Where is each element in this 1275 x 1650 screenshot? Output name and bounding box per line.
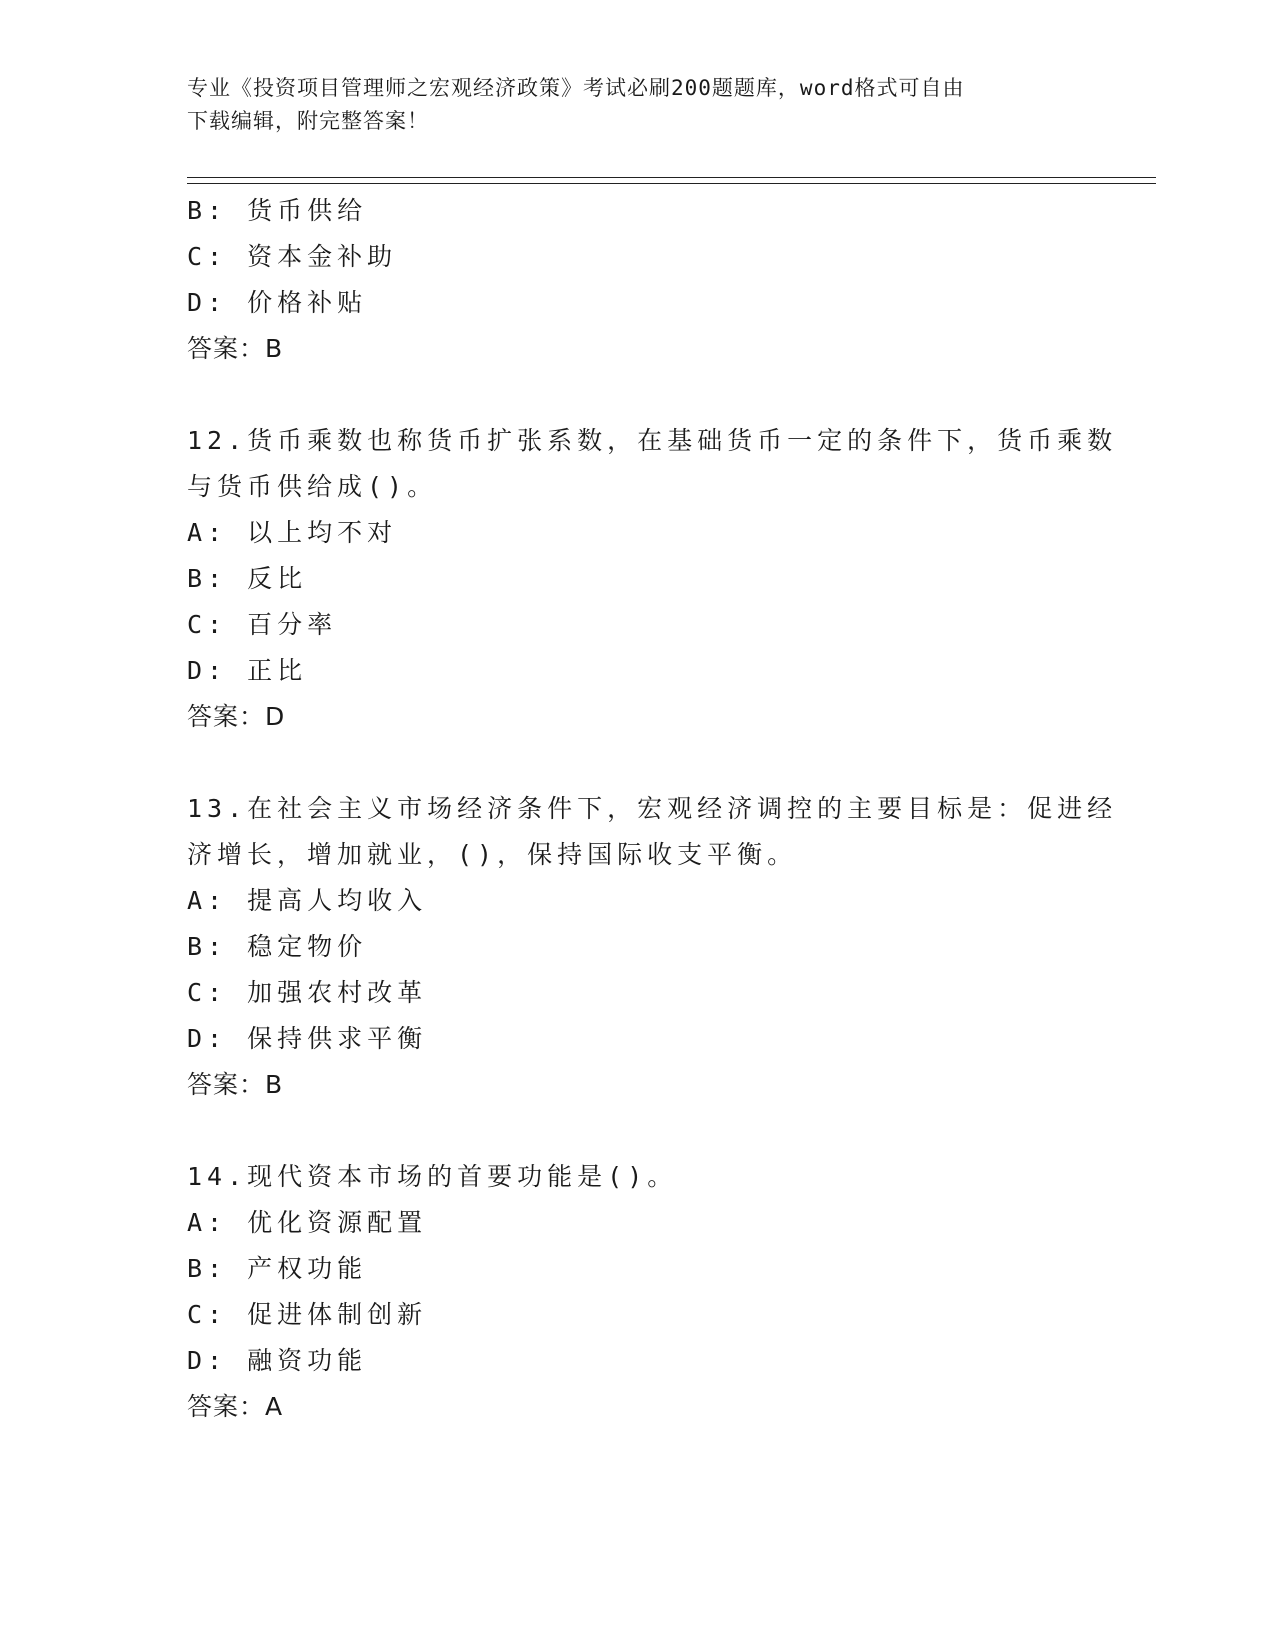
answer: 答案：D — [187, 702, 286, 731]
question-11-continued — [187, 188, 1087, 372]
option-d: D: 保持供求平衡 — [187, 1024, 428, 1053]
option-b: B: 货币供给 — [187, 196, 368, 225]
question-stem-line-2: 与货币供给成()。 — [187, 472, 438, 501]
option-c: C: 促进体制创新 — [187, 1300, 428, 1329]
option-b: B: 产权功能 — [187, 1254, 368, 1283]
option-a: A: 优化资源配置 — [187, 1208, 428, 1237]
document-body — [187, 188, 1118, 1430]
question-12 — [187, 418, 1118, 740]
option-c: C: 加强农村改革 — [187, 978, 428, 1007]
option-d: D: 融资功能 — [187, 1346, 368, 1375]
question-stem-line-2: 济增长，增加就业，()，保持国际收支平衡。 — [187, 840, 798, 869]
option-c: C: 资本金补助 — [187, 242, 398, 271]
option-b: B: 稳定物价 — [187, 932, 368, 961]
question-13 — [187, 786, 1118, 1108]
option-a: A: 以上均不对 — [187, 518, 398, 547]
document-header — [187, 72, 1087, 138]
answer: 答案：A — [187, 1392, 284, 1421]
option-a: A: 提高人均收入 — [187, 886, 428, 915]
question-stem-line-1: 13.在社会主义市场经济条件下，宏观经济调控的主要目标是：促进经 — [187, 794, 1118, 823]
header-line-2: 下载编辑，附完整答案！ — [187, 109, 429, 133]
option-d: D: 价格补贴 — [187, 288, 368, 317]
question-stem-line-1: 14.现代资本市场的首要功能是()。 — [187, 1162, 678, 1191]
question-stem-line-1: 12.货币乘数也称货币扩张系数，在基础货币一定的条件下，货币乘数 — [187, 426, 1118, 455]
header-divider — [187, 177, 1156, 184]
answer: 答案：B — [187, 334, 284, 363]
question-14 — [187, 1154, 1087, 1430]
option-d: D: 正比 — [187, 656, 308, 685]
option-c: C: 百分率 — [187, 610, 338, 639]
answer: 答案：B — [187, 1070, 284, 1099]
option-b: B: 反比 — [187, 564, 308, 593]
header-line-1: 专业《投资项目管理师之宏观经济政策》考试必刷200题题库，word格式可自由 — [187, 76, 965, 100]
